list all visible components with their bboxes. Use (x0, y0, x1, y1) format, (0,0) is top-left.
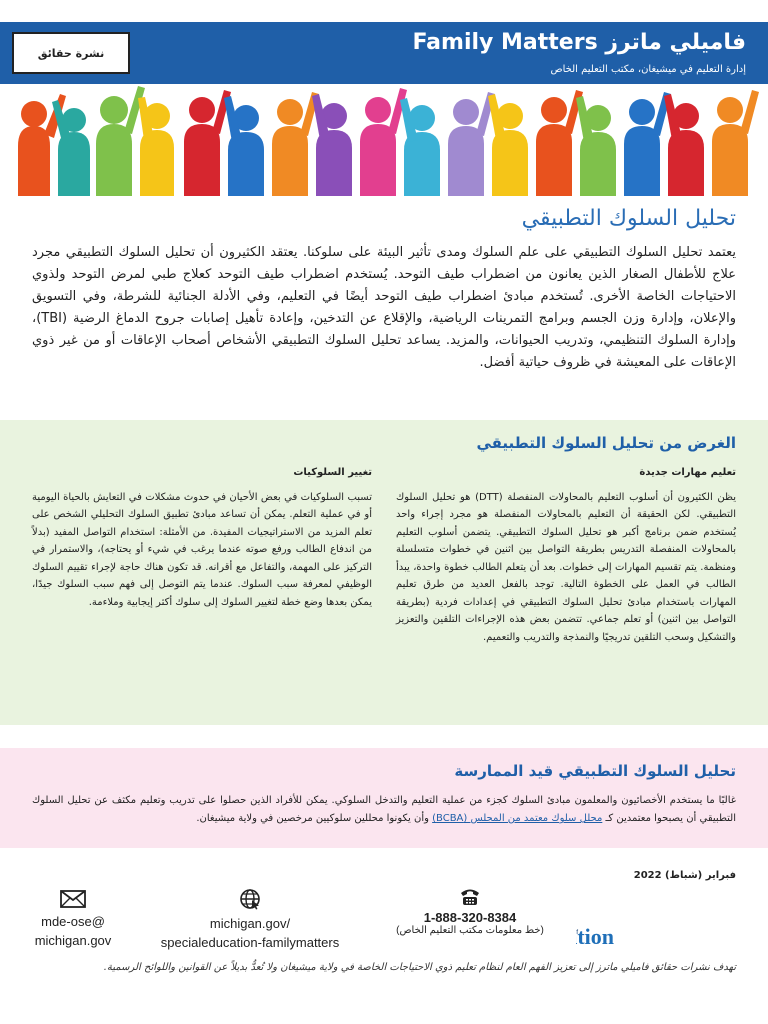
phone-icon (459, 886, 481, 906)
phone-number[interactable]: 1-888-320-8384 (423, 910, 517, 925)
practice-section (0, 748, 768, 848)
change-behavior-text: تسبب السلوكيات في بعض الأحيان في حدوث مشكلات في التعايش بالحياة اليومية أو في عملية التعلم. يمكن أن تساعد مبادئ تطبيق السلوك التحليلي الشخص على تعلم المزيد من الاستراتيجيات المفيدة. من الأمثلة: استخدام التواصل المفيد (بدلاً من اندفاع الطالب ورفع صوته عندما يرغب في شيء أو يحتاجه)، والاستمرار في التركيز على المهمة، والتفاعل مع أقرانه. قد تكون هناك حاجة لإجراء تقييم السلوك الوظيفي لمعرفة سبب السلوك. عندما يتم التوصل إلى فهم سبب السلوك جيدًا، يمكن بعدها وضع خطة لتغيير السلوك إلى سلوك أكثر إيجابية وملاءمة. (32, 491, 372, 608)
factsheet-label: نشرة حقائق (12, 32, 130, 74)
purpose-section (0, 420, 768, 725)
logo-dept: f (576, 929, 578, 936)
michigan-logo-icon (576, 890, 736, 948)
web-contact (150, 888, 350, 952)
envelope-icon (60, 890, 86, 908)
change-behavior-heading: تغيير السلوكيات (293, 467, 372, 478)
publication-date: فبراير (شباط) 2022 (633, 870, 736, 881)
header (0, 22, 768, 84)
change-behavior-column (32, 464, 372, 611)
web-address-line1[interactable]: michigan.gov/ (209, 916, 291, 931)
new-skills-text: يظن الكثيرون أن أسلوب التعليم بالمحاولات المنفصلة (DTT) هو تحليل السلوك التطبيقي. لكن الحقيقة أن التعليم بالمحاولات المنفصلة هو مجرد إجراء واحد يُستخدم ضمن برنامج أكبر هو تحليل السلوك التطبيقي. يتضمن أسلوب التعليم بالمحاولات المنفصلة التدريس بطريقة التواصل بين اثنين في خطوات متسلسلة ومنظمة. يتم تقسيم المهارات إلى خطوات. بعد أن يتعلم الطالب خطوة واحدة، يبدأ الطالب في العمل على الخطوة التالية. توجد بالفعل العديد من طرق تعليم المهارات باستخدام مبادئ تحليل السلوك التطبيقي في إعدادات فردية (بطريقة التواصل بين اثنين) أو تعلم جماعي. تتضمن بعض هذه الإجراءات التلقين والتعزيز والتشكيل وسحب التلقين تدريجيًا والنمذجة والتدريب والتعميم. (396, 491, 737, 643)
email-line1[interactable]: mde-ose@ (41, 914, 105, 929)
phone-contact (380, 886, 560, 936)
new-skills-heading: تعليم مهارات جديدة (639, 467, 736, 478)
phone-note: (خط معلومات مكتب التعليم الخاص) (396, 925, 544, 936)
bcba-link[interactable]: محلل سلوك معتمد من المجلس (BCBA) (432, 813, 603, 824)
email-line2[interactable]: michigan.gov (34, 933, 112, 948)
logo-edu: tion (577, 924, 614, 948)
web-address-line2[interactable]: specialeducation-familymatters (160, 935, 340, 950)
michigan-education-logo (576, 890, 736, 948)
practice-text-after: وأن يكونوا محللين سلوكيين مرخصين في ولاية ميشيغان. (196, 813, 433, 824)
new-skills-column (396, 464, 736, 646)
practice-title: تحليل السلوك التطبيقي قيد الممارسة (454, 762, 736, 780)
purpose-title: الغرض من تحليل السلوك التطبيقي (476, 434, 736, 452)
main-title: تحليل السلوك التطبيقي (521, 206, 736, 231)
globe-icon (239, 888, 261, 910)
raised-hands-banner (0, 84, 768, 196)
publication-title: فاميلي ماترز Family Matters (412, 30, 746, 55)
raised-hands-illustration (0, 84, 768, 196)
footer-disclaimer: تهدف نشرات حقائق فاميلي ماترز إلى تعزيز الفهم العام لنظام تعليم ذوي الاحتياجات الخاصة في ولاية ميشيغان ولا تُعدُّ بديلاً عن القوانين واللوائح الرسمية. (103, 962, 736, 973)
publication-subtitle: إدارة التعليم في ميشيغان، مكتب التعليم الخاص (550, 64, 746, 75)
intro-paragraph: يعتمد تحليل السلوك التطبيقي على علم السلوك ومدى تأثير البيئة على سلوكنا. يعتقد الكثيرون أن تحليل السلوك التطبيقي مجرد علاج للأطفال الصغار الذين يعانون من اضطراب طيف التوحد. يُستخدم اضطراب طيف التوحد كعلاج طبي لمرض التوحد ولذوي الاحتياجات الخاصة الأخرى. تُستخدم مبادئ اضطراب طيف التوحد أيضًا في التعليم، وفي الأدلة الجنائية للشرطة، وفي التسويق والإعلان، وإدارة وزن الجسم وبرامج التمرينات الرياضية، والإقلاع عن التدخين، وإعادة تأهيل إصابات جروح الدماغ الرضية (TBI)، وإدارة السلوك التنظيمي، وتدريب الحيوانات، والمزيد. يساعد تحليل السلوك التطبيقي الأشخاص أصحاب الإعاقات أو من غير ذوي الإعاقات على المعيشة في ظروف حياتية أفضل. (32, 245, 736, 370)
raised-hands-icon (18, 86, 759, 196)
practice-text (32, 792, 736, 828)
practice-text-before: غالبًا ما يستخدم الأخصائيون والمعلمون مبادئ السلوك كجزء من عملية التعليم والتدخل السلوكي. يمكن للأفراد الذين حصلوا على تدريب وتعليم مكثف عن تحليل السلوك التطبيقي أن يصبحوا معتمدين كـ (32, 795, 736, 824)
email-contact (28, 890, 118, 950)
